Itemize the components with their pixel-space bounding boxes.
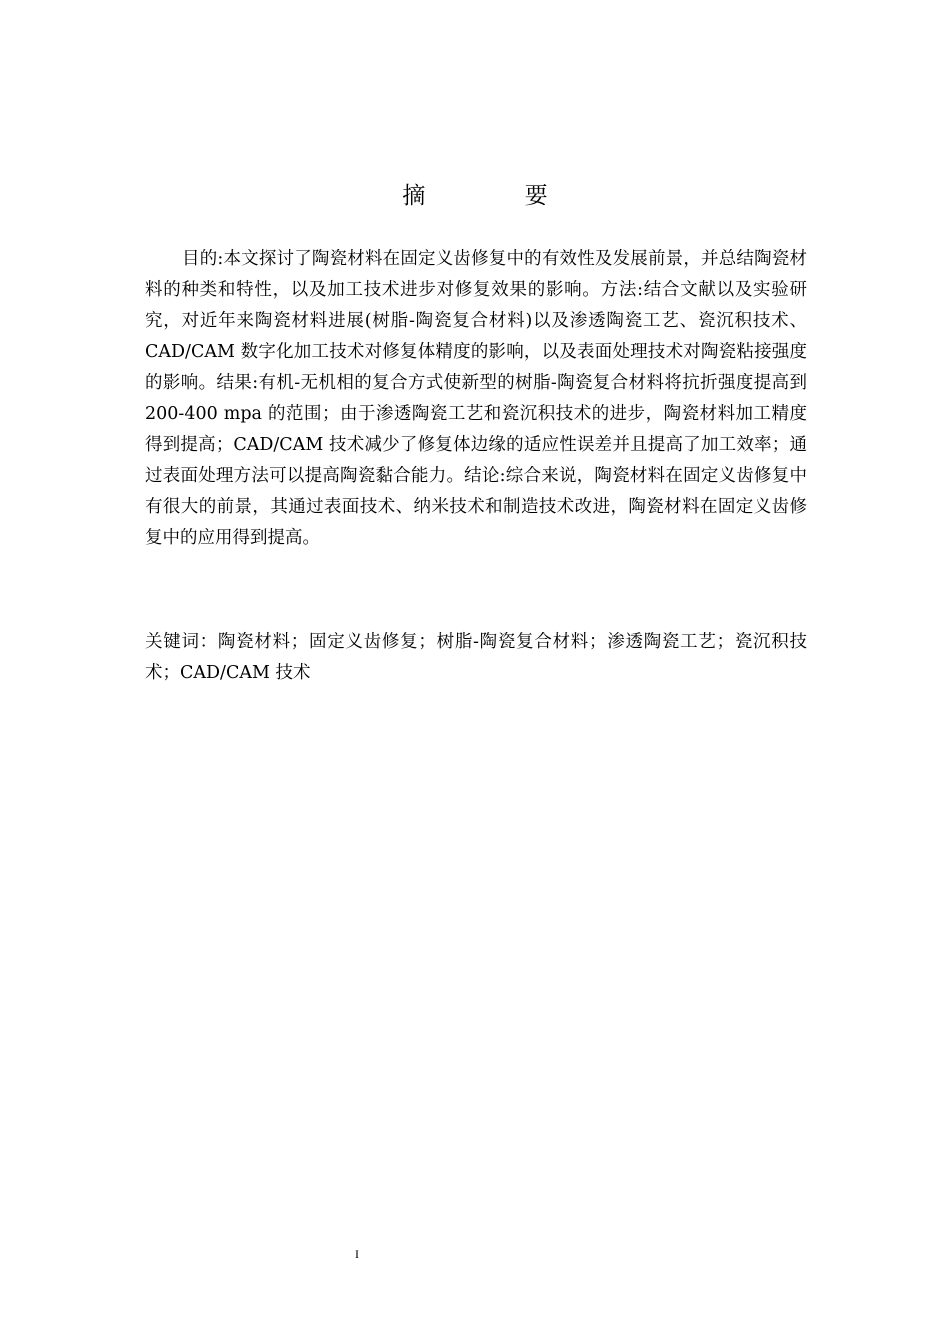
keywords-line [145,627,807,689]
keywords-label: 关键词： [145,632,218,652]
abstract-paragraph: 目的:本文探讨了陶瓷材料在固定义齿修复中的有效性及发展前景，并总结陶瓷材料的种类和特性，以及加工技术进步对修复效果的影响。方法:结合文献以及实验研究，对近年来陶瓷材料进展(树脂-陶瓷复合材料)以及渗透陶瓷工艺、瓷沉积技术、CAD/CAM 数字化加工技术对修复体精度的影响，以及表面处理技术对陶瓷粘接强度的影响。结果:有机-无机相的复合方式使新型的树脂-陶瓷复合材料将抗折强度提高到 200-400 mpa 的范围；由于渗透陶瓷工艺和瓷沉积技术的进步，陶瓷材料加工精度得到提高；CAD/CAM 技术减少了修复体边缘的适应性误差并且提高了加工效率；通过表面处理方法可以提高陶瓷黏合能力。结论:综合来说，陶瓷材料在固定义齿修复中有很大的前景，其通过表面技术、纳米技术和制造技术改进，陶瓷材料在固定义齿修复中的应用得到提高。 [145,249,807,548]
page-number: I [355,1247,359,1261]
keywords-text: 陶瓷材料；固定义齿修复；树脂-陶瓷复合材料；渗透陶瓷工艺；瓷沉积技术；CAD/CAM 技术 [145,632,807,683]
page-title: 摘 要 [402,183,594,209]
